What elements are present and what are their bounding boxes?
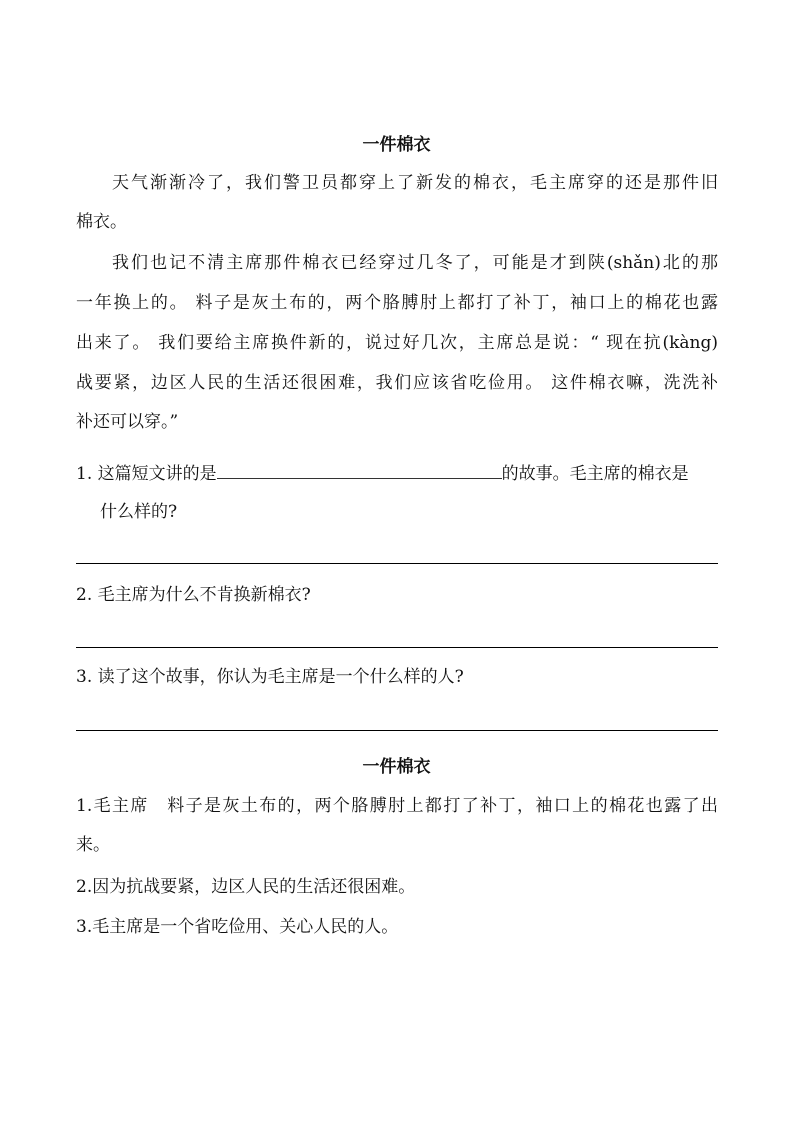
answer-line-3[interactable] <box>76 730 718 731</box>
passage-line: 补还可以穿。” <box>76 412 179 432</box>
answer-2: 2.因为抗战要紧，边区人民的生活还很困难。 <box>76 877 416 897</box>
question-1-suffix: 的故事。毛主席的棉衣是 <box>501 464 689 484</box>
question-3: 3. 读了这个故事，你认为毛主席是一个什么样的人? <box>76 667 464 687</box>
answer-1-line1: 1.毛主席 料子是灰土布的，两个胳膊肘上都打了补丁，袖口上的棉花也露了出 <box>76 796 718 816</box>
answers-title: 一件棉衣 <box>362 757 431 777</box>
answer-3: 3.毛主席是一个省吃俭用、关心人民的人。 <box>76 917 399 937</box>
passage-title: 一件棉衣 <box>362 135 431 155</box>
question-2: 2. 毛主席为什么不肯换新棉衣? <box>76 585 311 605</box>
passage-line: 战要紧，边区人民的生活还很困难，我们应该省吃俭用。 这件棉衣嘛，洗洗补 <box>76 373 718 393</box>
answer-1-line2: 来。 <box>76 835 110 855</box>
question-1-prefix: 1. 这篇短文讲的是 <box>76 464 217 484</box>
passage-line: 出来了。 我们要给主席换件新的，说过好几次，主席总是说：“ 现在抗(kàng) <box>76 333 718 353</box>
question-1-line2: 什么样的? <box>100 502 178 522</box>
answer-line-2[interactable] <box>76 647 718 648</box>
passage-line: 我们也记不清主席那件棉衣已经穿过几冬了，可能是才到陕(shǎn)北的那 <box>112 253 718 273</box>
question-1 <box>76 462 689 485</box>
passage-line: 一年换上的。 料子是灰土布的，两个胳膊肘上都打了补丁，袖口上的棉花也露 <box>76 293 718 313</box>
passage-line: 棉衣。 <box>76 212 127 232</box>
passage-line: 天气渐渐冷了，我们警卫员都穿上了新发的棉衣，毛主席穿的还是那件旧 <box>112 173 718 193</box>
answer-line-1[interactable] <box>76 563 718 564</box>
answer-blank[interactable] <box>217 462 502 479</box>
